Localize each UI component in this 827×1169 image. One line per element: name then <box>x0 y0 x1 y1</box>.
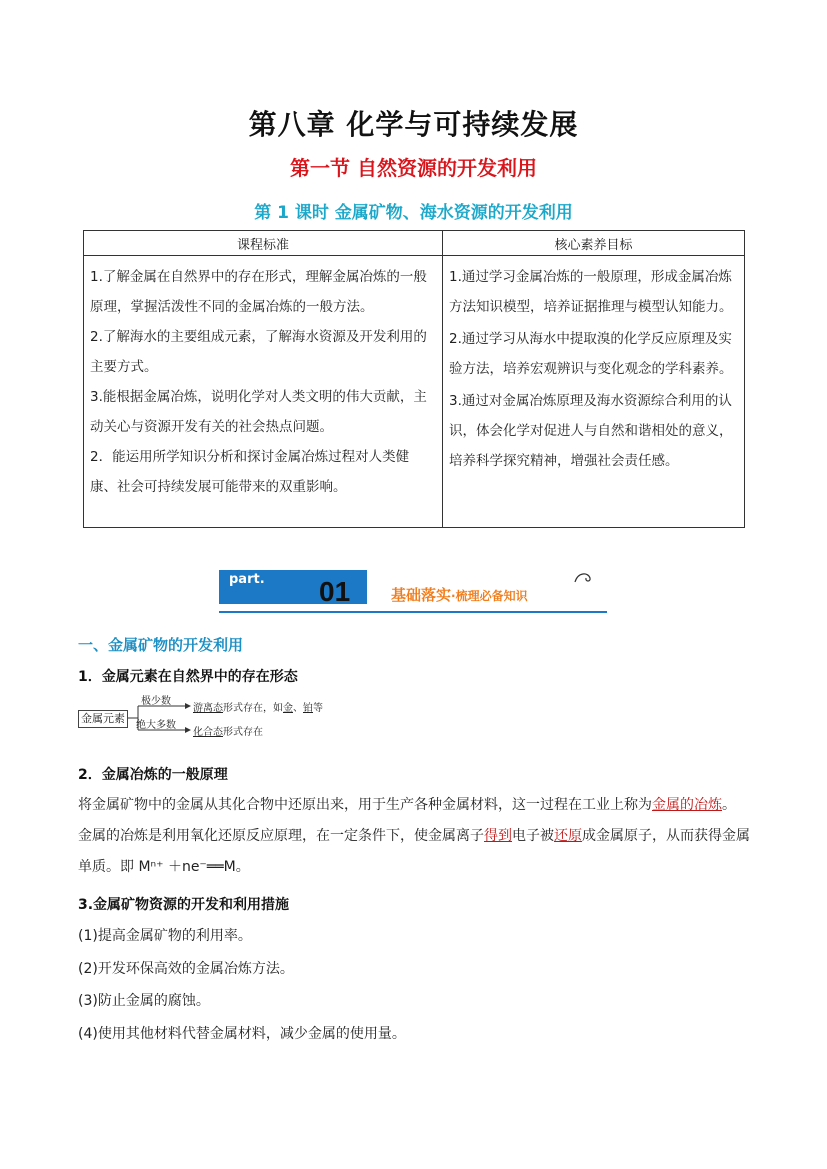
list-item: (4)使用其他材料代替金属材料，减少金属的使用量。 <box>78 1025 406 1042</box>
standard-item: 2．能运用所学知识分析和探讨金属冶炼过程对人类健康、社会可持续发展可能带来的双重影响。 <box>90 449 410 495</box>
heading-metal-minerals: 一、金属矿物的开发利用 <box>78 636 244 654</box>
swirl-icon <box>572 570 598 586</box>
chapter-title: 第八章 化学与可持续发展 <box>248 108 579 141</box>
smelting-definition: 将金属矿物中的金属从其化合物中还原出来，用于生产各种金属材料，这一过程在工业上称为金属的冶炼。 <box>78 797 736 813</box>
smelting-paragraph <box>78 790 758 883</box>
diagram-result-free: 游离态形式存在，如金、铂等 <box>193 703 323 714</box>
lesson-title: 第 1 课时 金属矿物、海水资源的开发利用 <box>254 203 573 223</box>
goal-item: 1.通过学习金属冶炼的一般原理，形成金属冶炼方法知识模型，培养证据推理与模型认知能力。 <box>449 269 733 315</box>
answer-gain: 得到 <box>484 828 512 844</box>
answer-metal-smelting: 金属的冶炼 <box>652 797 722 813</box>
answer-reduced: 还原 <box>554 828 582 844</box>
diagram-result-compound: 化合态形式存在 <box>193 727 263 738</box>
diagram-label-few: 极少数 <box>141 696 171 707</box>
diagram-label-most: 绝大多数 <box>136 720 176 731</box>
banner-title-main: 基础落实 <box>391 586 452 604</box>
banner-title <box>391 584 528 605</box>
measures-list <box>78 920 758 1050</box>
standard-item: 2.了解海水的主要组成元素，了解海水资源及开发利用的主要方式。 <box>90 329 427 375</box>
banner-underline <box>219 611 607 613</box>
section-title: 第一节 自然资源的开发利用 <box>290 156 537 180</box>
existence-diagram <box>78 696 378 742</box>
subheading-smelting-principle: 2．金属冶炼的一般原理 <box>78 767 228 783</box>
list-item: (1)提高金属矿物的利用率。 <box>78 928 252 944</box>
smelting-principle: 金属的冶炼是利用氧化还原反应原理，在一定条件下，使金属离子得到电子被还原成金属原子，从而获得金属单质。即 Mⁿ⁺ ＋ne⁻══M。 <box>78 828 750 875</box>
goals-cell <box>443 256 745 528</box>
list-item: (2)开发环保高效的金属冶炼方法。 <box>78 960 294 977</box>
diagram-box-metal: 金属元素 <box>78 710 128 728</box>
table-header-standards: 课程标准 <box>84 231 443 256</box>
table-header-goals: 核心素养目标 <box>443 231 745 256</box>
standard-item: 1.了解金属在自然界中的存在形式，理解金属冶炼的一般原理，掌握活泼性不同的金属冶炼的一般方法。 <box>90 269 427 315</box>
banner-part-label: part. <box>229 572 265 587</box>
standards-table <box>83 230 745 528</box>
standards-cell <box>84 256 443 528</box>
list-item: (3)防止金属的腐蚀。 <box>78 993 210 1009</box>
banner-number: 01 <box>319 576 351 607</box>
goal-item: 2.通过学习从海水中提取溴的化学反应原理及实验方法，培养宏观辨识与变化观念的学科素养。 <box>449 331 733 377</box>
subheading-measures: 3.金属矿物资源的开发和利用措施 <box>78 897 290 913</box>
section-banner <box>219 570 607 616</box>
banner-subtitle: ·梳理必备知识 <box>451 589 528 603</box>
goal-item: 3.通过对金属冶炼原理及海水资源综合利用的认识，体会化学对促进人与自然和谐相处的意义，培养科学探究精神，增强社会责任感。 <box>449 393 733 469</box>
standard-item: 3.能根据金属冶炼，说明化学对人类文明的伟大贡献，主动关心与资源开发有关的社会热点问题。 <box>90 389 427 435</box>
subheading-existence-forms: 1．金属元素在自然界中的存在形态 <box>78 669 298 685</box>
